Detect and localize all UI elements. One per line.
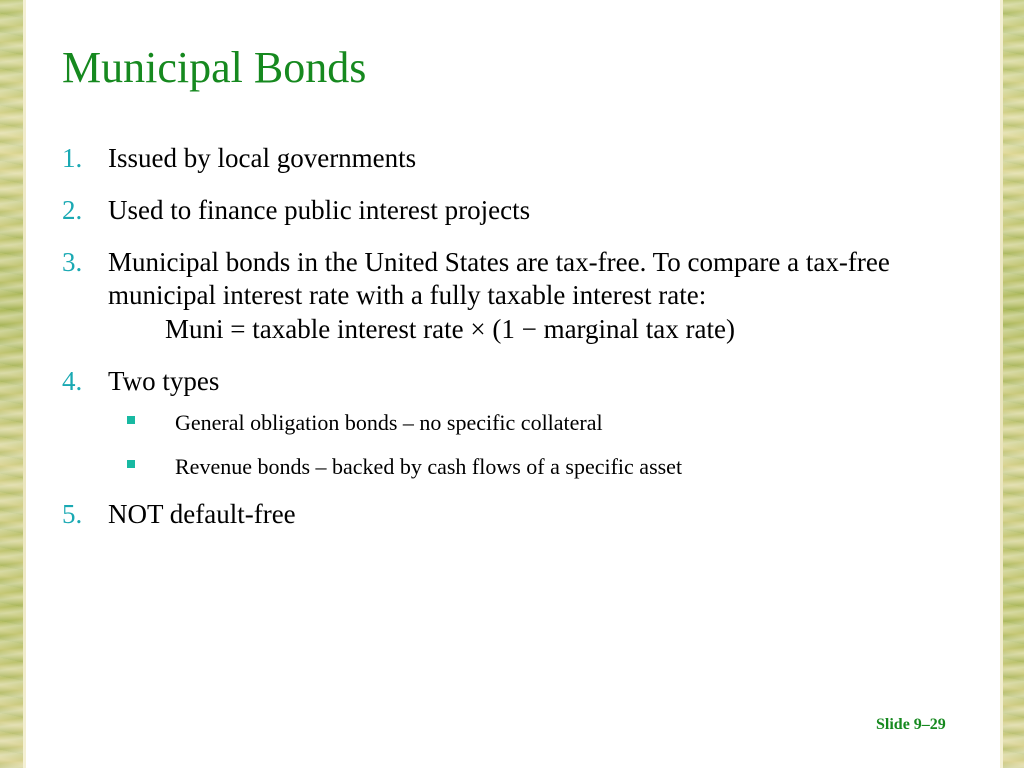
item-text: Two types [108, 365, 220, 396]
item-text: NOT default-free [108, 498, 296, 529]
sub-list-item-1 [62, 409, 962, 438]
item-text: Used to finance public interest projects [108, 194, 531, 225]
sub-item-text: Revenue bonds – backed by cash flows of a specific asset [175, 454, 683, 480]
sub-list-item-2 [62, 453, 962, 482]
item-number: 3. [62, 246, 83, 277]
item-number: 5. [62, 498, 83, 529]
slide-title: Municipal Bonds [62, 43, 367, 92]
list-item-2 [62, 194, 962, 228]
bond-types-list [62, 409, 962, 482]
list-item-3 [62, 246, 962, 347]
item-text: Issued by local governments [108, 143, 417, 173]
list-item-5 [62, 498, 962, 532]
slide-content [62, 142, 962, 549]
left-decorative-border [0, 0, 26, 768]
item-number: 4. [62, 365, 83, 396]
item-number: 1. [62, 143, 83, 173]
right-decorative-border [1000, 0, 1024, 768]
slide-number: Slide 9–29 [876, 716, 946, 733]
square-bullet-icon [127, 409, 175, 438]
item-number: 2. [62, 194, 83, 225]
item-text: Municipal bonds in the United States are tax-free. To compare a tax-free municipal interest rate with a fully taxable interest rate: [108, 246, 890, 311]
sub-item-text: General obligation bonds – no specific collateral [175, 409, 603, 435]
item-body [108, 246, 962, 347]
list-item-4 [62, 365, 962, 399]
list-item-1 [62, 142, 962, 176]
muni-formula: Muni = taxable interest rate × (1 − marginal tax rate) [165, 314, 735, 344]
square-bullet-icon [127, 453, 175, 482]
